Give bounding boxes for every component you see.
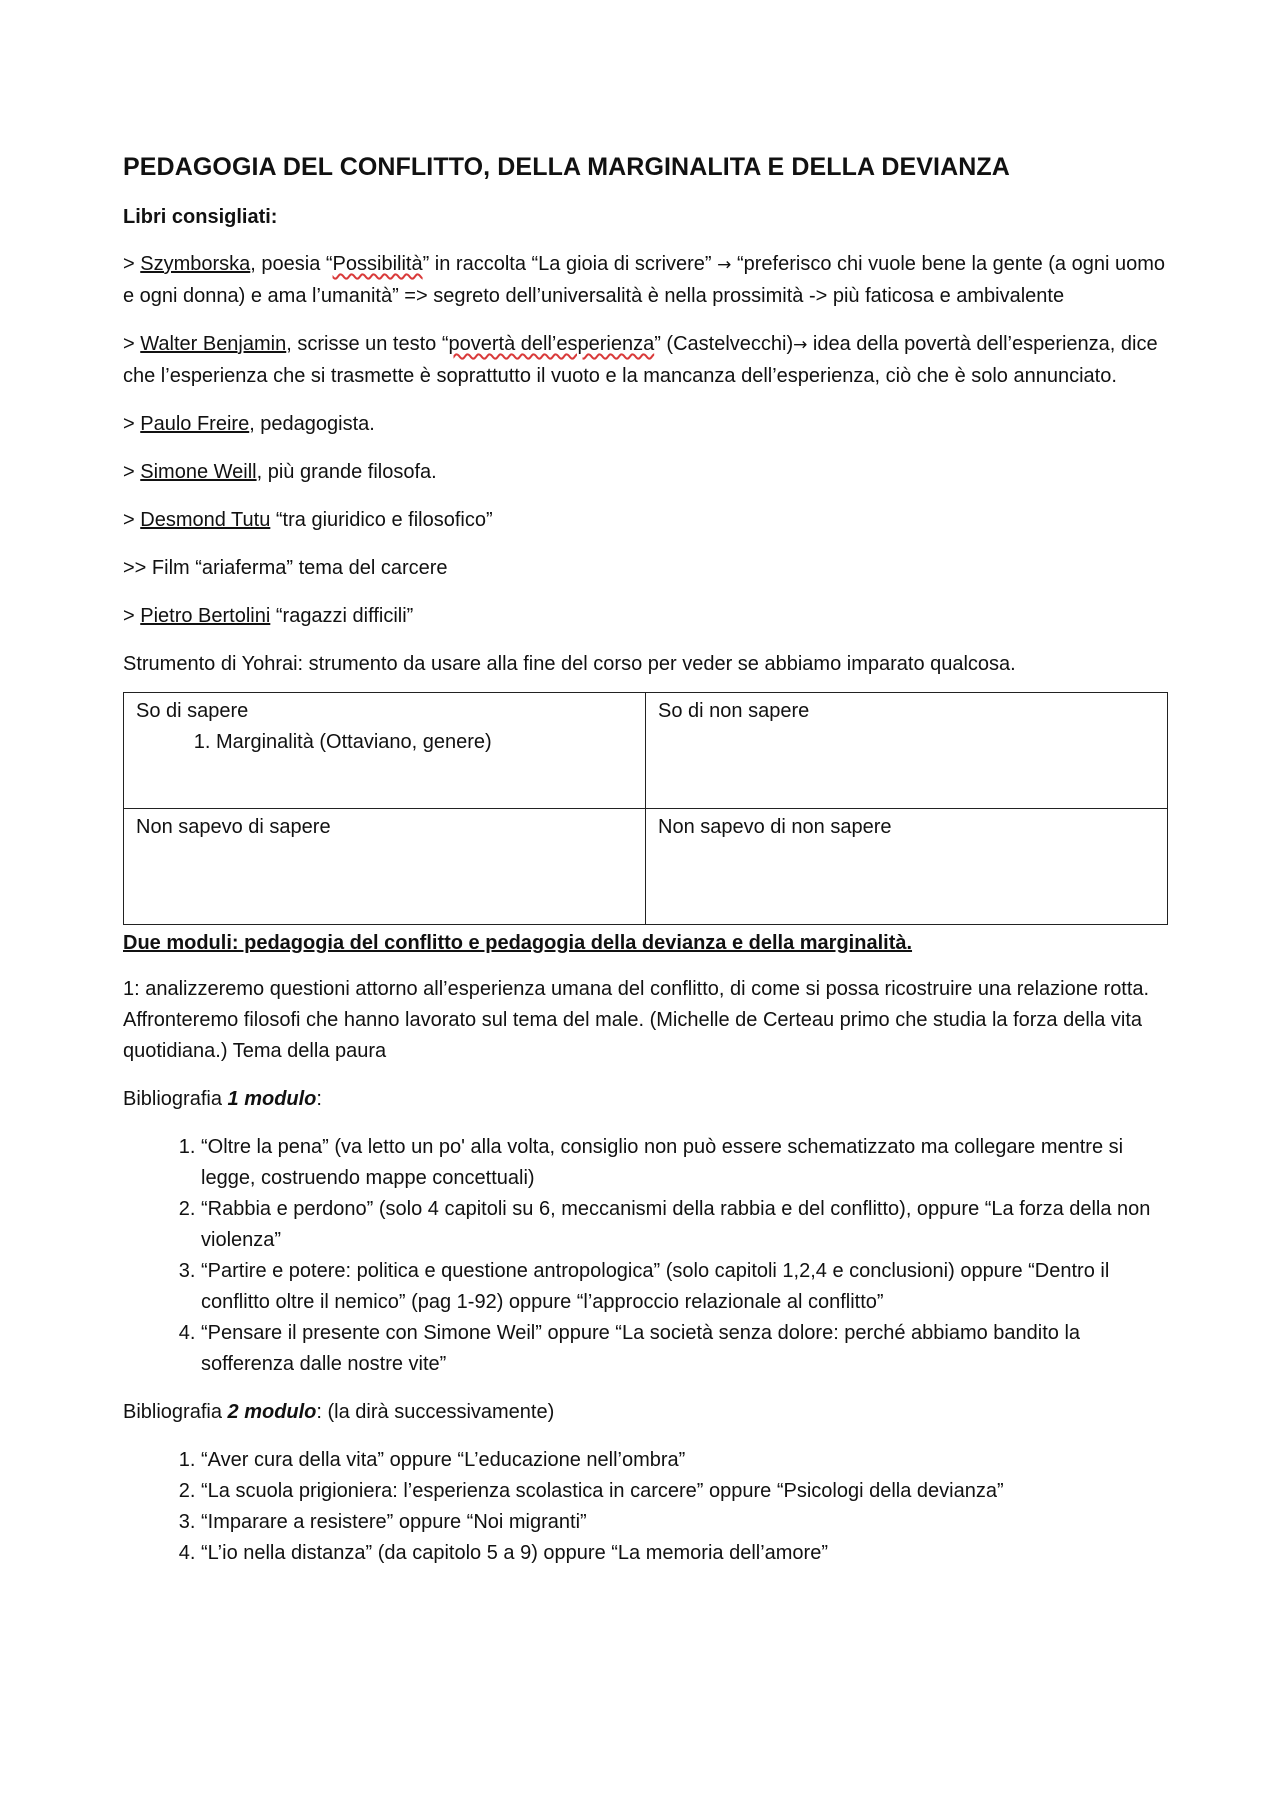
- book-entry-szymborska: [123, 249, 1168, 312]
- recommended-books-label: Libri consigliati:: [123, 206, 278, 228]
- entry-text: , scrisse un testo “: [286, 333, 449, 355]
- list-item: 1. “Oltre la pena” (va letto un po' alla volta, consiglio non può essere schematizzato ma collegare mentre si legge, costruendo mappe concettuali): [201, 1132, 1168, 1194]
- entry-text: , pedagogista.: [249, 413, 375, 435]
- list-item: 2. “La scuola prigioniera: l’esperienza scolastica in carcere” oppure “Psicologi della devianza”: [201, 1476, 1168, 1507]
- author-name: Desmond Tutu: [140, 509, 271, 531]
- list-item: 4. “L’io nella distanza” (da capitolo 5 a 9) oppure “La memoria dell’amore”: [201, 1538, 1168, 1569]
- bib-module-name: 1 modulo: [227, 1088, 317, 1110]
- arrow-icon: →: [793, 335, 808, 355]
- entry-text: , più grande filosofa.: [256, 461, 437, 483]
- entry-text: , poesia “: [250, 253, 333, 275]
- list-item: 3. “Partire e potere: politica e questione antropologica” (solo capitoli 1,2,4 e conclusioni) oppure “Dentro il conflitto oltre il nemico” (pag 1-92) oppure “l’approccio relazionale al conflitto”: [201, 1256, 1168, 1318]
- bib-label: Bibliografia: [123, 1088, 228, 1110]
- bullet-prefix: >: [123, 253, 141, 275]
- bib-module-name: 2 modulo: [227, 1401, 317, 1423]
- bullet-prefix: >: [123, 605, 141, 627]
- table-row: [124, 693, 1168, 809]
- bibliografia-2-list: [123, 1445, 1168, 1569]
- modulo1-description: 1: analizzeremo questioni attorno all’esperienza umana del conflitto, di come si possa ricostruire una relazione rotta. Affronteremo filosofi che hanno lavorato sul tema del male. (Michelle de Certeau primo che studia la forza della vita quotidiana.) Tema della paura: [123, 978, 1150, 1062]
- book-entry-weill: [123, 457, 1168, 488]
- cell-heading: So di sapere: [136, 700, 249, 722]
- book-entry-freire: [123, 409, 1168, 440]
- entry-text: “ragazzi difficili”: [270, 605, 414, 627]
- entry-text: “preferisco chi vuole bene la gente (a ogni uomo e ogni donna) e ama l’umanità” => segreto dell’universalità è nella prossimità -> più faticosa e ambivalente: [123, 253, 1165, 307]
- bibliografia-2-label: [123, 1397, 1168, 1428]
- film-entry: >> Film “ariaferma” tema del carcere: [123, 557, 448, 579]
- page-title: PEDAGOGIA DEL CONFLITTO, DELLA MARGINALITA E DELLA DEVIANZA: [123, 153, 1010, 181]
- misspelled-phrase: povertà dell’esperienza: [448, 333, 655, 355]
- arrow-icon: →: [717, 255, 732, 275]
- bibliografia-1-list: [123, 1132, 1168, 1380]
- entry-text: “tra giuridico e filosofico”: [270, 509, 493, 531]
- author-name: Simone Weill: [140, 461, 257, 483]
- bullet-prefix: >: [123, 413, 141, 435]
- cell-heading: Non sapevo di non sapere: [658, 816, 892, 838]
- table-cell-non-sapevo-di-sapere: [124, 809, 646, 925]
- document-body: [123, 150, 1168, 1586]
- cell-heading: So di non sapere: [658, 700, 810, 722]
- cell-list: [136, 727, 633, 758]
- cell-heading: Non sapevo di sapere: [136, 816, 331, 838]
- bib-label: Bibliografia: [123, 1401, 228, 1423]
- bib-suffix: :: [316, 1088, 322, 1110]
- list-item: 4. “Pensare il presente con Simone Weil” oppure “La società senza dolore: perché abbiamo bandito la sofferenza dalle nostre vite”: [201, 1318, 1168, 1380]
- author-name: Szymborska: [140, 253, 251, 275]
- author-name: Walter Benjamin: [140, 333, 287, 355]
- bibliografia-1-label: [123, 1084, 1168, 1115]
- bullet-prefix: >: [123, 509, 141, 531]
- table-cell-so-di-sapere: [124, 693, 646, 809]
- author-name: Paulo Freire: [140, 413, 250, 435]
- bullet-prefix: >: [123, 461, 141, 483]
- strumento-note: Strumento di Yohrai: strumento da usare alla fine del corso per veder se abbiamo imparato qualcosa.: [123, 653, 1016, 675]
- bullet-prefix: >: [123, 333, 141, 355]
- book-entry-tutu: [123, 505, 1168, 536]
- moduli-heading: Due moduli: pedagogia del conflitto e pedagogia della devianza e della marginalità.: [123, 932, 913, 954]
- book-entry-benjamin: [123, 329, 1168, 392]
- list-item: 1. Marginalità (Ottaviano, genere): [216, 727, 633, 758]
- list-item: 1. “Aver cura della vita” oppure “L’educazione nell’ombra”: [201, 1445, 1168, 1476]
- table-cell-so-di-non-sapere: [646, 693, 1168, 809]
- entry-text: ” (Castelvecchi): [654, 333, 794, 355]
- list-item: 3. “Imparare a resistere” oppure “Noi migranti”: [201, 1507, 1168, 1538]
- table-row: [124, 809, 1168, 925]
- misspelled-word: Possibilità: [332, 253, 423, 275]
- table-cell-non-sapevo-di-non-sapere: [646, 809, 1168, 925]
- bib-suffix: : (la dirà successivamente): [316, 1401, 555, 1423]
- knowledge-table: [123, 692, 1168, 925]
- list-item: 2. “Rabbia e perdono” (solo 4 capitoli su 6, meccanismi della rabbia e del conflitto), oppure “La forza della non violenza”: [201, 1194, 1168, 1256]
- author-name: Pietro Bertolini: [140, 605, 271, 627]
- book-entry-bertolini: [123, 601, 1168, 632]
- entry-text: idea della povertà dell’esperienza, dice che l’esperienza che si trasmette è soprattutto il vuoto e la mancanza dell’esperienza, ciò che è solo annunciato.: [123, 333, 1158, 387]
- entry-text: ” in raccolta “La gioia di scrivere”: [422, 253, 718, 275]
